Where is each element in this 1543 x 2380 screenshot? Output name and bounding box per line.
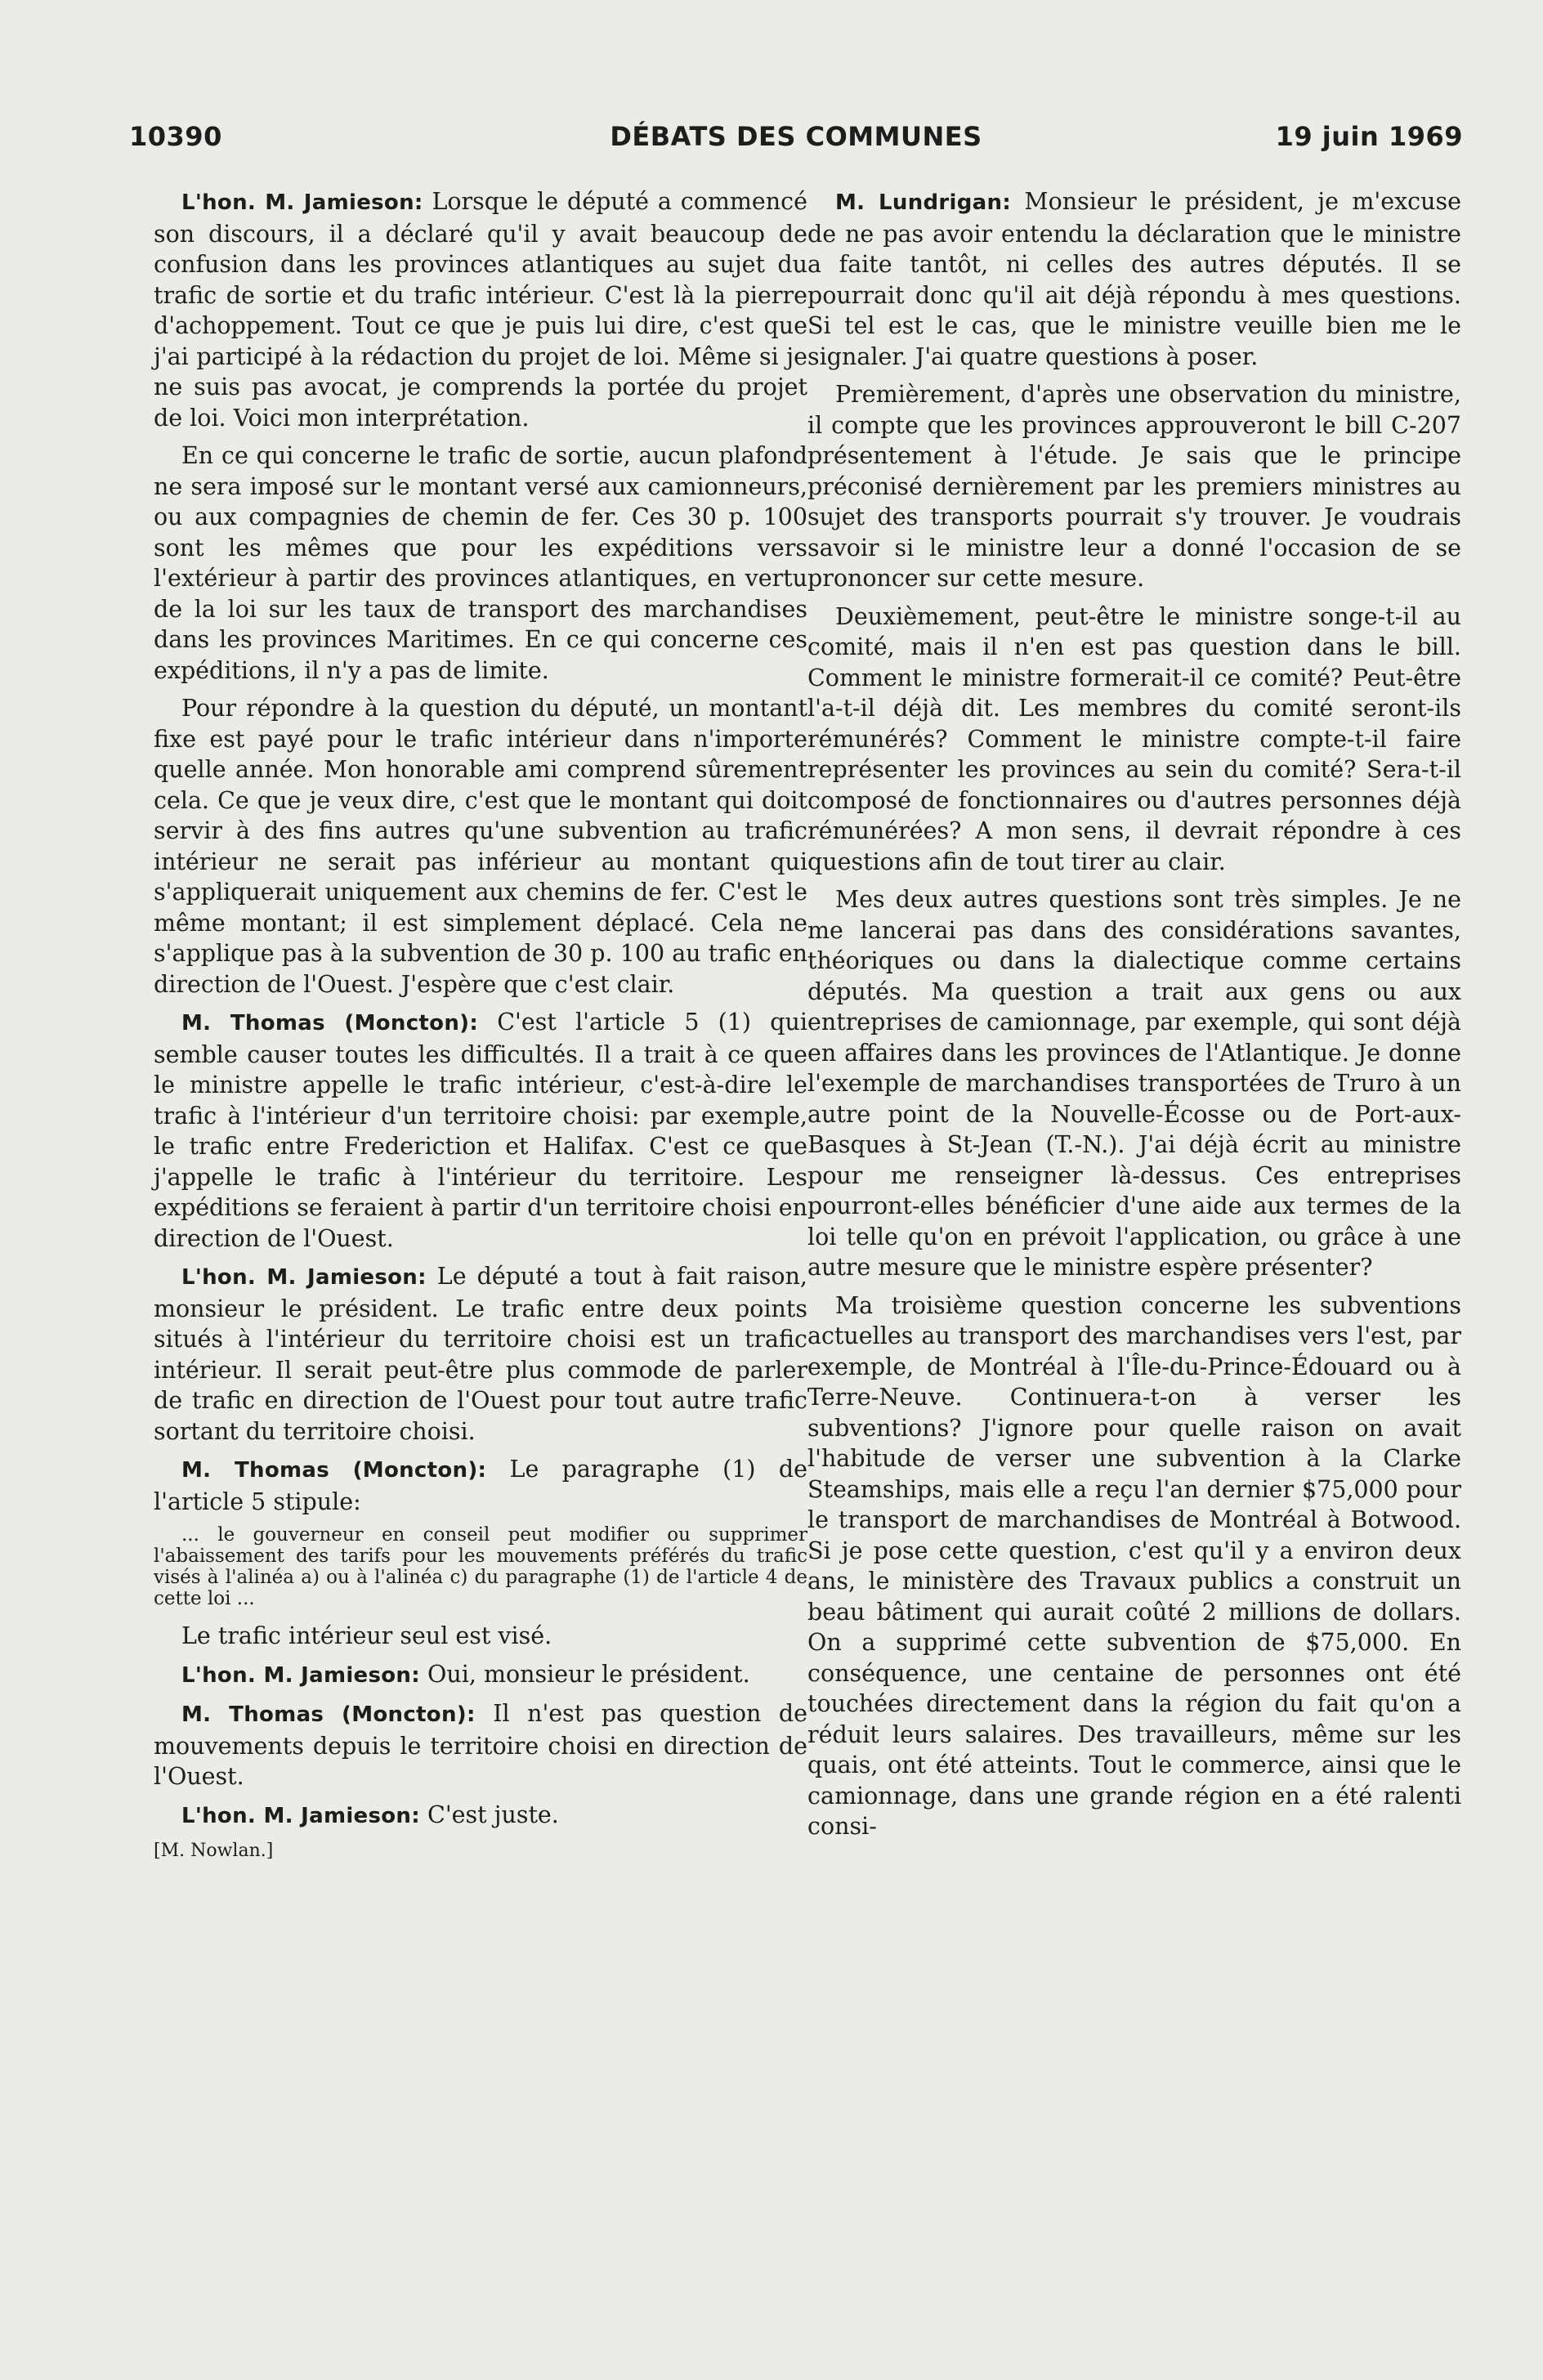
page-footnote: [M. Nowlan.]	[154, 1841, 274, 1861]
speech-text: C'est juste.	[419, 1801, 559, 1828]
speech-text: Lorsque le député a commencé son discours, il a déclaré qu'il y avait beaucoup de confusion dans les provinces atlantiques au sujet du trafic de sortie et du trafic intérieur. C'est là la pierre d'achoppement. Tout ce que je puis lui dire, c'est que j'ai participé à la rédaction du projet de loi. Même si je ne suis pas avocat, je comprends la portée du projet de loi. Voici mon interprétation.	[154, 188, 807, 432]
paragraph: Premièrement, d'après une observation du ministre, il compte que les provinces approuveront le bill C-207 présentement à l'étude. Je sais que le principe préconisé dernièrement par les premiers ministres au sujet des transports pourrait s'y trouver. Je voudrais savoir si le ministre leur a donné l'occasion de se prononcer sur cette mesure.	[807, 381, 1461, 592]
paragraph	[154, 1800, 807, 1832]
speech-text: Monsieur le président, je m'excuse de ne pas avoir entendu la déclaration que le ministre a faite tantôt, ni celles des autres députés. Il se pourrait donc qu'il ait déjà répondu à mes questions. Si tel est le cas, que le ministre veuille bien me le signaler. J'ai quatre questions à poser.	[807, 188, 1461, 370]
speech-text: Oui, monsieur le président.	[419, 1660, 750, 1688]
speaker-name: L'hon. M. Jamieson:	[181, 190, 423, 215]
speaker-name: L'hon. M. Jamieson:	[181, 1662, 420, 1688]
page-number: 10390	[129, 121, 222, 152]
speaker-name: M. Thomas (Moncton):	[181, 1702, 476, 1727]
paragraph: Mes deux autres questions sont très simples. Je ne me lancerai pas dans des considérations savantes, théoriques ou dans la dialectique comme certains députés. Ma question a trait aux gens ou aux entreprises de camionnage, par exemple, qui sont déjà en affaires dans les provinces de l'Atlantique. Je donne l'exemple de marchandises transportées de Truro à un autre point de la Nouvelle-Écosse ou de Port-aux-Basques à St-Jean (T.-N.). J'ai déjà écrit au ministre pour me renseigner là-dessus. Ces entreprises pourront-elles bénéficier d'une aide aux termes de la loi telle qu'on en prévoit l'application, ou grâce à une autre mesure que le ministre espère présenter?	[807, 886, 1461, 1281]
paragraph: Deuxièmement, peut-être le ministre songe-t-il au comité, mais il n'en est pas question dans le bill. Comment le ministre formerait-il ce comité? Peut-être l'a-t-il déjà dit. Les membres du comité seront-ils rémunérés? Comment le ministre compte-t-il faire représenter les provinces au sein du comité? Sera-t-il composé de fonctionnaires ou d'autres personnes déjà rémunérées? A mon sens, il devrait répondre à ces questions afin de tout tirer au clair.	[807, 602, 1461, 875]
right-column	[807, 186, 1461, 1850]
paragraph: Le trafic intérieur seul est visé.	[181, 1622, 552, 1649]
speech-text: Il n'est pas question de mouvements depuis le territoire choisi en direction de l'Ouest.	[154, 1700, 807, 1790]
paragraph	[154, 1698, 807, 1792]
publication-date: 19 juin 1969	[1275, 121, 1463, 152]
speaker-name: M. Thomas (Moncton):	[181, 1011, 479, 1036]
paragraph: En ce qui concerne le trafic de sortie, aucun plafond ne sera imposé sur le montant versé aux camionneurs, ou aux compagnies de chemin de fer. Ces 30 p. 100 sont les mêmes que pour les expéditions vers l'extérieur à partir des provinces atlantiques, en vertu de la loi sur les taux de transport des marchandises dans les provinces Maritimes. En ce qui concerne ces expéditions, il n'y a pas de limite.	[154, 442, 807, 684]
paragraph	[154, 1261, 807, 1447]
block-quote: ... le gouverneur en conseil peut modifier ou supprimer l'abaissement des tarifs pour les mouvements préférés du trafic visés à l'alinéa a) ou à l'alinéa c) du paragraphe (1) de l'article 4 de cette loi ...	[154, 1524, 807, 1609]
speech-text: C'est l'article 5 (1) qui semble causer toutes les difficultés. Il a trait à ce que le ministre appelle le trafic intérieur, c'est-à-dire le trafic à l'intérieur d'un territoire choisi: par exemple, le trafic entre Frederiction et Halifax. C'est ce que j'appelle le trafic à l'intérieur du territoire. Les expéditions se feraient à partir d'un territoire choisi en direction de l'Ouest.	[154, 1009, 807, 1252]
paragraph	[154, 1659, 807, 1692]
page-header	[129, 121, 1463, 162]
speech-text: Le député a tout à fait raison, monsieur le président. Le trafic entre deux points situés à l'intérieur du territoire choisi est un trafic intérieur. Il serait peut-être plus commode de parler de trafic en direction de l'Ouest pour tout autre trafic sortant du territoire choisi.	[154, 1263, 807, 1445]
speech-text: Le paragraphe (1) de l'article 5 stipule:	[154, 1456, 807, 1515]
paragraph	[154, 1007, 807, 1254]
paragraph	[154, 1454, 807, 1517]
publication-title: DÉBATS DES COMMUNES	[610, 121, 982, 152]
paragraph	[154, 186, 807, 433]
left-column	[154, 186, 807, 1871]
speaker-name: L'hon. M. Jamieson:	[181, 1803, 420, 1828]
speaker-name: M. Lundrigan:	[835, 190, 1012, 215]
paragraph: Pour répondre à la question du député, un montant fixe est payé pour le trafic intérieur dans n'importe quelle année. Mon honorable ami comprend sûrement cela. Ce que je veux dire, c'est que le montant qui doit servir à des fins autres qu'une subvention au trafic intérieur ne serait pas inférieur au montant qui s'appliquerait uniquement aux chemins de fer. C'est le même montant; il est simplement déplacé. Cela ne s'applique pas à la subvention de 30 p. 100 au trafic en direction de l'Ouest. J'espère que c'est clair.	[154, 695, 807, 998]
paragraph	[807, 186, 1461, 372]
speaker-name: L'hon. M. Jamieson:	[181, 1265, 427, 1290]
paragraph: Ma troisième question concerne les subventions actuelles au transport des marchandises vers l'est, par exemple, de Montréal à l'Île-du-Prince-Édouard ou à Terre-Neuve. Continuera-t-on à verser les subventions? J'ignore pour quelle raison on avait l'habitude de verser une subvention à la Clarke Steamships, mais elle a reçu l'an dernier $75,000 pour le transport de marchandises de Montréal à Botwood. Si je pose cette question, c'est qu'il y a environ deux ans, le ministère des Travaux publics a construit un beau bâtiment qui aurait coûté 2 millions de dollars. On a supprimé cette subvention de $75,000. En conséquence, une centaine de personnes ont été touchées directement dans la région du fait qu'on a réduit leurs salaires. Des travailleurs, même sur les quais, ont été atteints. Tout le commerce, ainsi que le camionnage, dans une grande région en a été ralenti consi-	[807, 1291, 1461, 1840]
speaker-name: M. Thomas (Moncton):	[181, 1458, 487, 1483]
